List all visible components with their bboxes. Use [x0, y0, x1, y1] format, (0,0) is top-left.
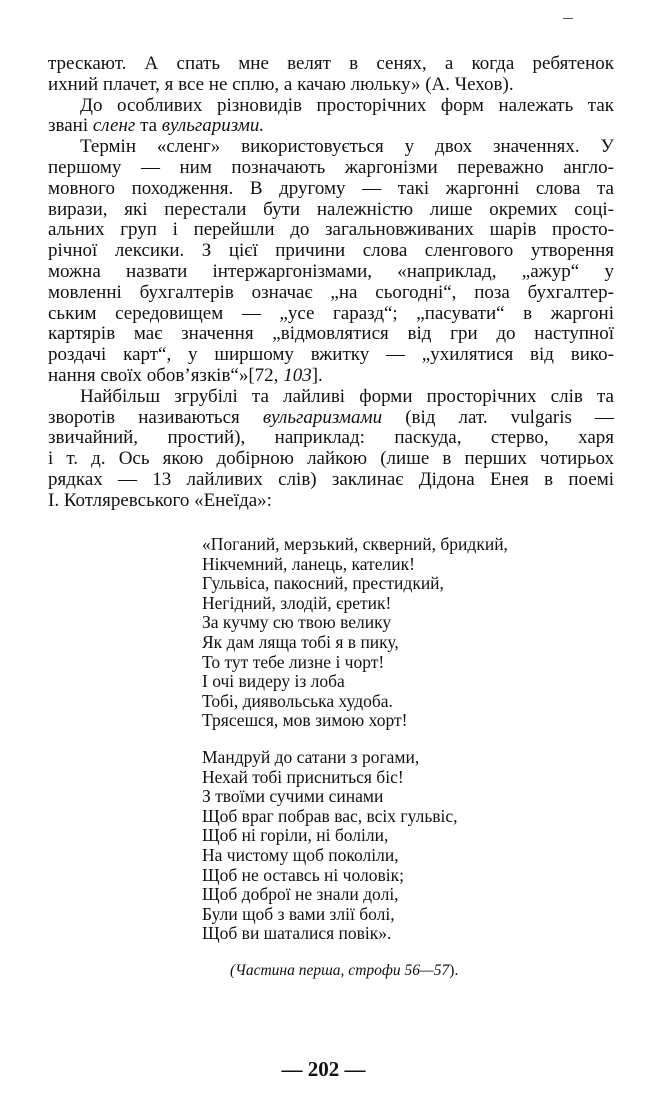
- verse-line: Щоб ви шаталися повік».: [202, 923, 392, 944]
- verse-line: Щоб не оставсь ні чоловік;: [202, 864, 404, 885]
- printer-dash-mark: [563, 18, 573, 19]
- verse-line: Мандруй до сатани з рогами,: [202, 747, 420, 767]
- verse-line: Щоб доброї не знали долі,: [202, 884, 399, 905]
- verse-line: Щоб ні горіли, ні боліли,: [202, 825, 389, 846]
- text-line: [48, 116, 614, 137]
- prose-body: [48, 54, 614, 512]
- verse-line: Гульвіса, пакосний, престидкий,: [202, 573, 444, 594]
- text-line: річної лексики. З цієї причини слова сленгового утворення: [48, 240, 614, 262]
- verse-line: Були щоб з вами злії болі,: [202, 903, 395, 924]
- text-line: мовленні бухгалтерів означає „на сьогодні“, поза бухгалтер-: [48, 281, 614, 303]
- verse-stanza-2: [202, 748, 582, 944]
- text-line: Термін «сленг» використовується у двох значеннях. У: [80, 136, 614, 158]
- text-line: звичайний, простий), наприклад: паскуда, стерво, харя: [48, 427, 614, 449]
- text-line: мовного походження. В другому — такі жаргонні слова та: [48, 177, 614, 199]
- verse-line: І очі видеру із лоба: [202, 671, 345, 692]
- text-fragment: нання своїх обов’язків“»[72,: [48, 364, 284, 386]
- verse-line: Як дам ляща тобі я в пику,: [202, 631, 399, 652]
- page-number: — 202 —: [281, 1057, 366, 1081]
- text-line: трескают. А спать мне велят в сенях, а когда ребятенок: [48, 53, 614, 74]
- text-line: [48, 408, 614, 429]
- text-line: альних груп і перейшли до загальновживаних шарів просто-: [48, 219, 614, 241]
- text-line: І. Котляревського «Енеїда»:: [48, 489, 272, 511]
- text-line: можна назвати інтержаргонізмами, «наприклад, „ажур“ у: [48, 260, 614, 282]
- text-fragment: та: [135, 115, 162, 137]
- source-tail: ).: [449, 962, 459, 979]
- source-italic: (Частина перша, строфи 56—57: [230, 962, 450, 979]
- text-fragment: ].: [311, 364, 323, 386]
- text-fragment: (від лат. vulgaris —: [382, 406, 614, 428]
- verse-line: Тобі, диявольська худоба.: [202, 690, 393, 711]
- term-vulgarisms: вульгаризми.: [161, 115, 265, 137]
- term-sleng: сленг: [92, 115, 136, 137]
- verse-line: Щоб враг побрав вас, всіх гульвіс,: [202, 805, 458, 826]
- verse-source-note: [230, 962, 560, 980]
- verse-line: На чистому щоб поколіли,: [202, 844, 399, 865]
- verse-line: Негідний, злодій, єретик!: [202, 592, 392, 613]
- text-fragment: зворотів називаються: [48, 406, 263, 428]
- term-vulgarisms-instr: вульгаризмами: [262, 406, 383, 428]
- text-line: першому — ним позначають жаргонізми переважно англо-: [48, 156, 614, 178]
- text-line: До особливих різновидів просторічних форм належать так: [80, 94, 614, 116]
- verse-line: Нехай тобі присниться біс!: [202, 766, 404, 787]
- verse-stanza-1: [202, 535, 582, 731]
- text-line: [48, 366, 614, 387]
- text-line: рядках — 13 лайливих слів) заклинає Дідона Енея в поемі: [48, 468, 614, 490]
- verse-line: За кучму сю твою велику: [202, 612, 392, 633]
- text-line: вирази, які перестали бути належністю лише окремих соці-: [48, 198, 614, 220]
- citation-page: 103: [283, 364, 312, 386]
- text-line: і т. д. Ось якою добірною лайкою (лише в перших чотирьох: [48, 448, 614, 470]
- text-line: ихний плачет, я все не сплю, а качаю люльку» (А. Чехов).: [48, 73, 514, 95]
- verse-line: «Поганий, мерзький, скверний, бридкий,: [202, 534, 508, 554]
- text-fragment: звані: [48, 115, 93, 137]
- text-line: ським середовищем — „усе гаразд“; „пасувати“ в жаргоні: [48, 302, 614, 324]
- verse-line: Трясешся, мов зимою хорт!: [202, 710, 408, 731]
- verse-line: З твоїми сучими синами: [202, 786, 384, 807]
- text-line: картярів має значення „відмовлятися від гри до наступної: [48, 323, 614, 345]
- verse-line: Нікчемний, ланець, кателик!: [202, 553, 415, 574]
- text-line: роздачі карт“, у ширшому вжитку — „ухилятися від вико-: [48, 344, 614, 366]
- text-line: Найбільш згрубілі та лайливі форми просторічних слів та: [80, 385, 614, 407]
- verse-line: То тут тебе лизне і чорт!: [202, 651, 385, 672]
